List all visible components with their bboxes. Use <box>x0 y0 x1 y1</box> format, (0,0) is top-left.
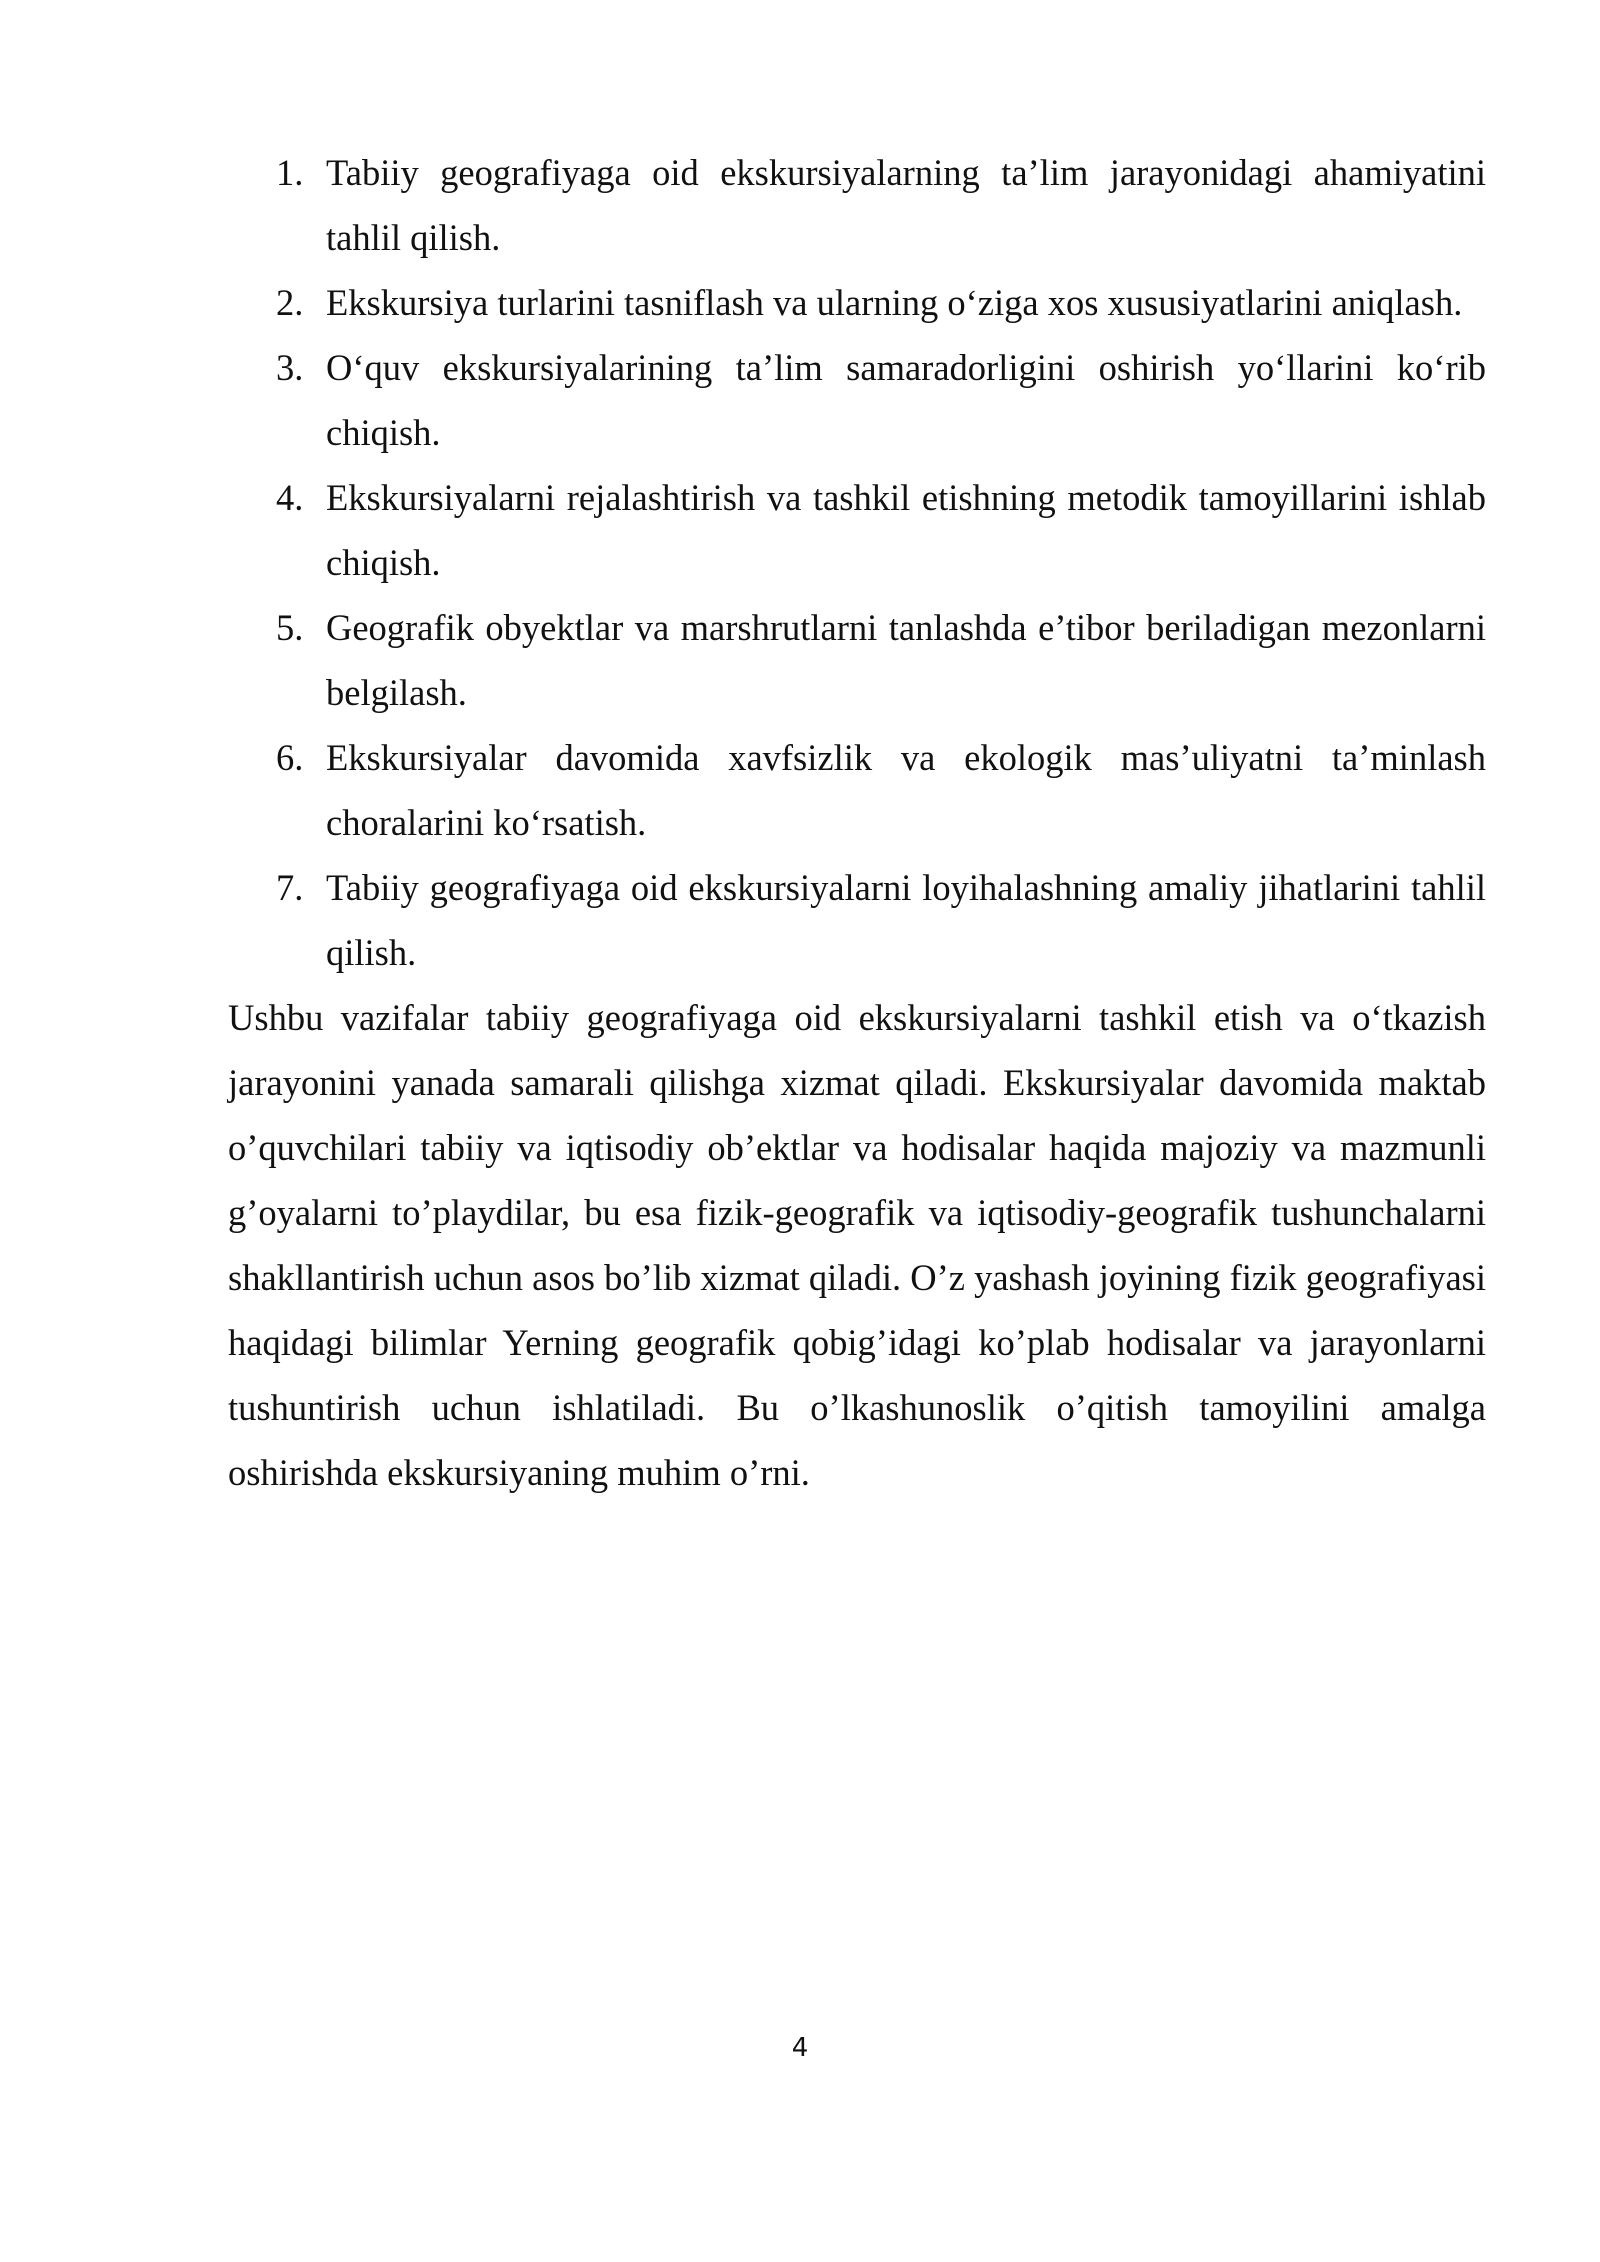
list-item-number: 1. <box>276 152 304 193</box>
page-number: 4 <box>791 2033 809 2063</box>
list-item-text: O‘quv ekskursiyalarining ta’lim samaradorligini oshirish yo‘llarini ko‘rib chiqish. <box>326 347 1486 453</box>
list-item-text: Tabiiy geografiyaga oid ekskursiyalarning ta’lim jarayonidagi ahamiyatini tahlil qilish. <box>326 152 1486 258</box>
list-item-number: 4. <box>276 477 304 518</box>
list-item <box>228 270 1486 335</box>
list-item-text: Ekskursiyalar davomida xavfsizlik va ekologik mas’uliyatni ta’minlash choralarini ko‘rsatish. <box>326 737 1486 843</box>
list-item-text: Geografik obyektlar va marshrutlarni tanlashda e’tibor beriladigan mezonlarni belgilash. <box>326 607 1486 713</box>
list-item-number: 2. <box>276 282 304 323</box>
list-item-number: 5. <box>276 607 304 648</box>
list-item <box>228 335 1486 465</box>
list-item-number: 7. <box>276 867 304 908</box>
list-item-text: Ekskursiyalarni rejalashtirish va tashkil etishning metodik tamoyillarini ishlab chiqish. <box>326 477 1486 583</box>
list-item <box>228 595 1486 725</box>
page-content <box>228 140 1486 1505</box>
task-list <box>228 140 1486 985</box>
list-item-text: Ekskursiya turlarini tasniflash va ularning o‘ziga xos xususiyatlarini aniqlash. <box>326 282 1463 323</box>
list-item-number: 3. <box>276 347 304 388</box>
list-item-text: Tabiiy geografiyaga oid ekskursiyalarni loyihalashning amaliy jihatlarini tahlil qilish. <box>326 867 1486 973</box>
list-item <box>228 725 1486 855</box>
list-item <box>228 465 1486 595</box>
list-item <box>228 855 1486 985</box>
list-item-number: 6. <box>276 737 304 778</box>
list-item <box>228 140 1486 270</box>
body-paragraph: Ushbu vazifalar tabiiy geografiyaga oid ekskursiyalarni tashkil etish va o‘tkazish jarayonini yanada samarali qilishga xizmat qiladi. Ekskursiyalar davomida maktab o’quvchilari tabiiy va iqtisodiy ob’ektlar va hodisalar haqida majoziy va mazmunli g’oyalarni to’playdilar, bu esa fizik-geografik va iqtisodiy-geografik tushunchalarni shakllantirish uchun asos bo’lib xizmat qiladi. O’z yashash joyining fizik geografiyasi haqidagi bilimlar Yerning geografik qobig’idagi ko’plab hodisalar va jarayonlarni tushuntirish uchun ishlatiladi. Bu o’lkashunoslik o’qitish tamoyilini amalga oshirishda ekskursiyaning muhim o’rni. <box>228 997 1486 1493</box>
